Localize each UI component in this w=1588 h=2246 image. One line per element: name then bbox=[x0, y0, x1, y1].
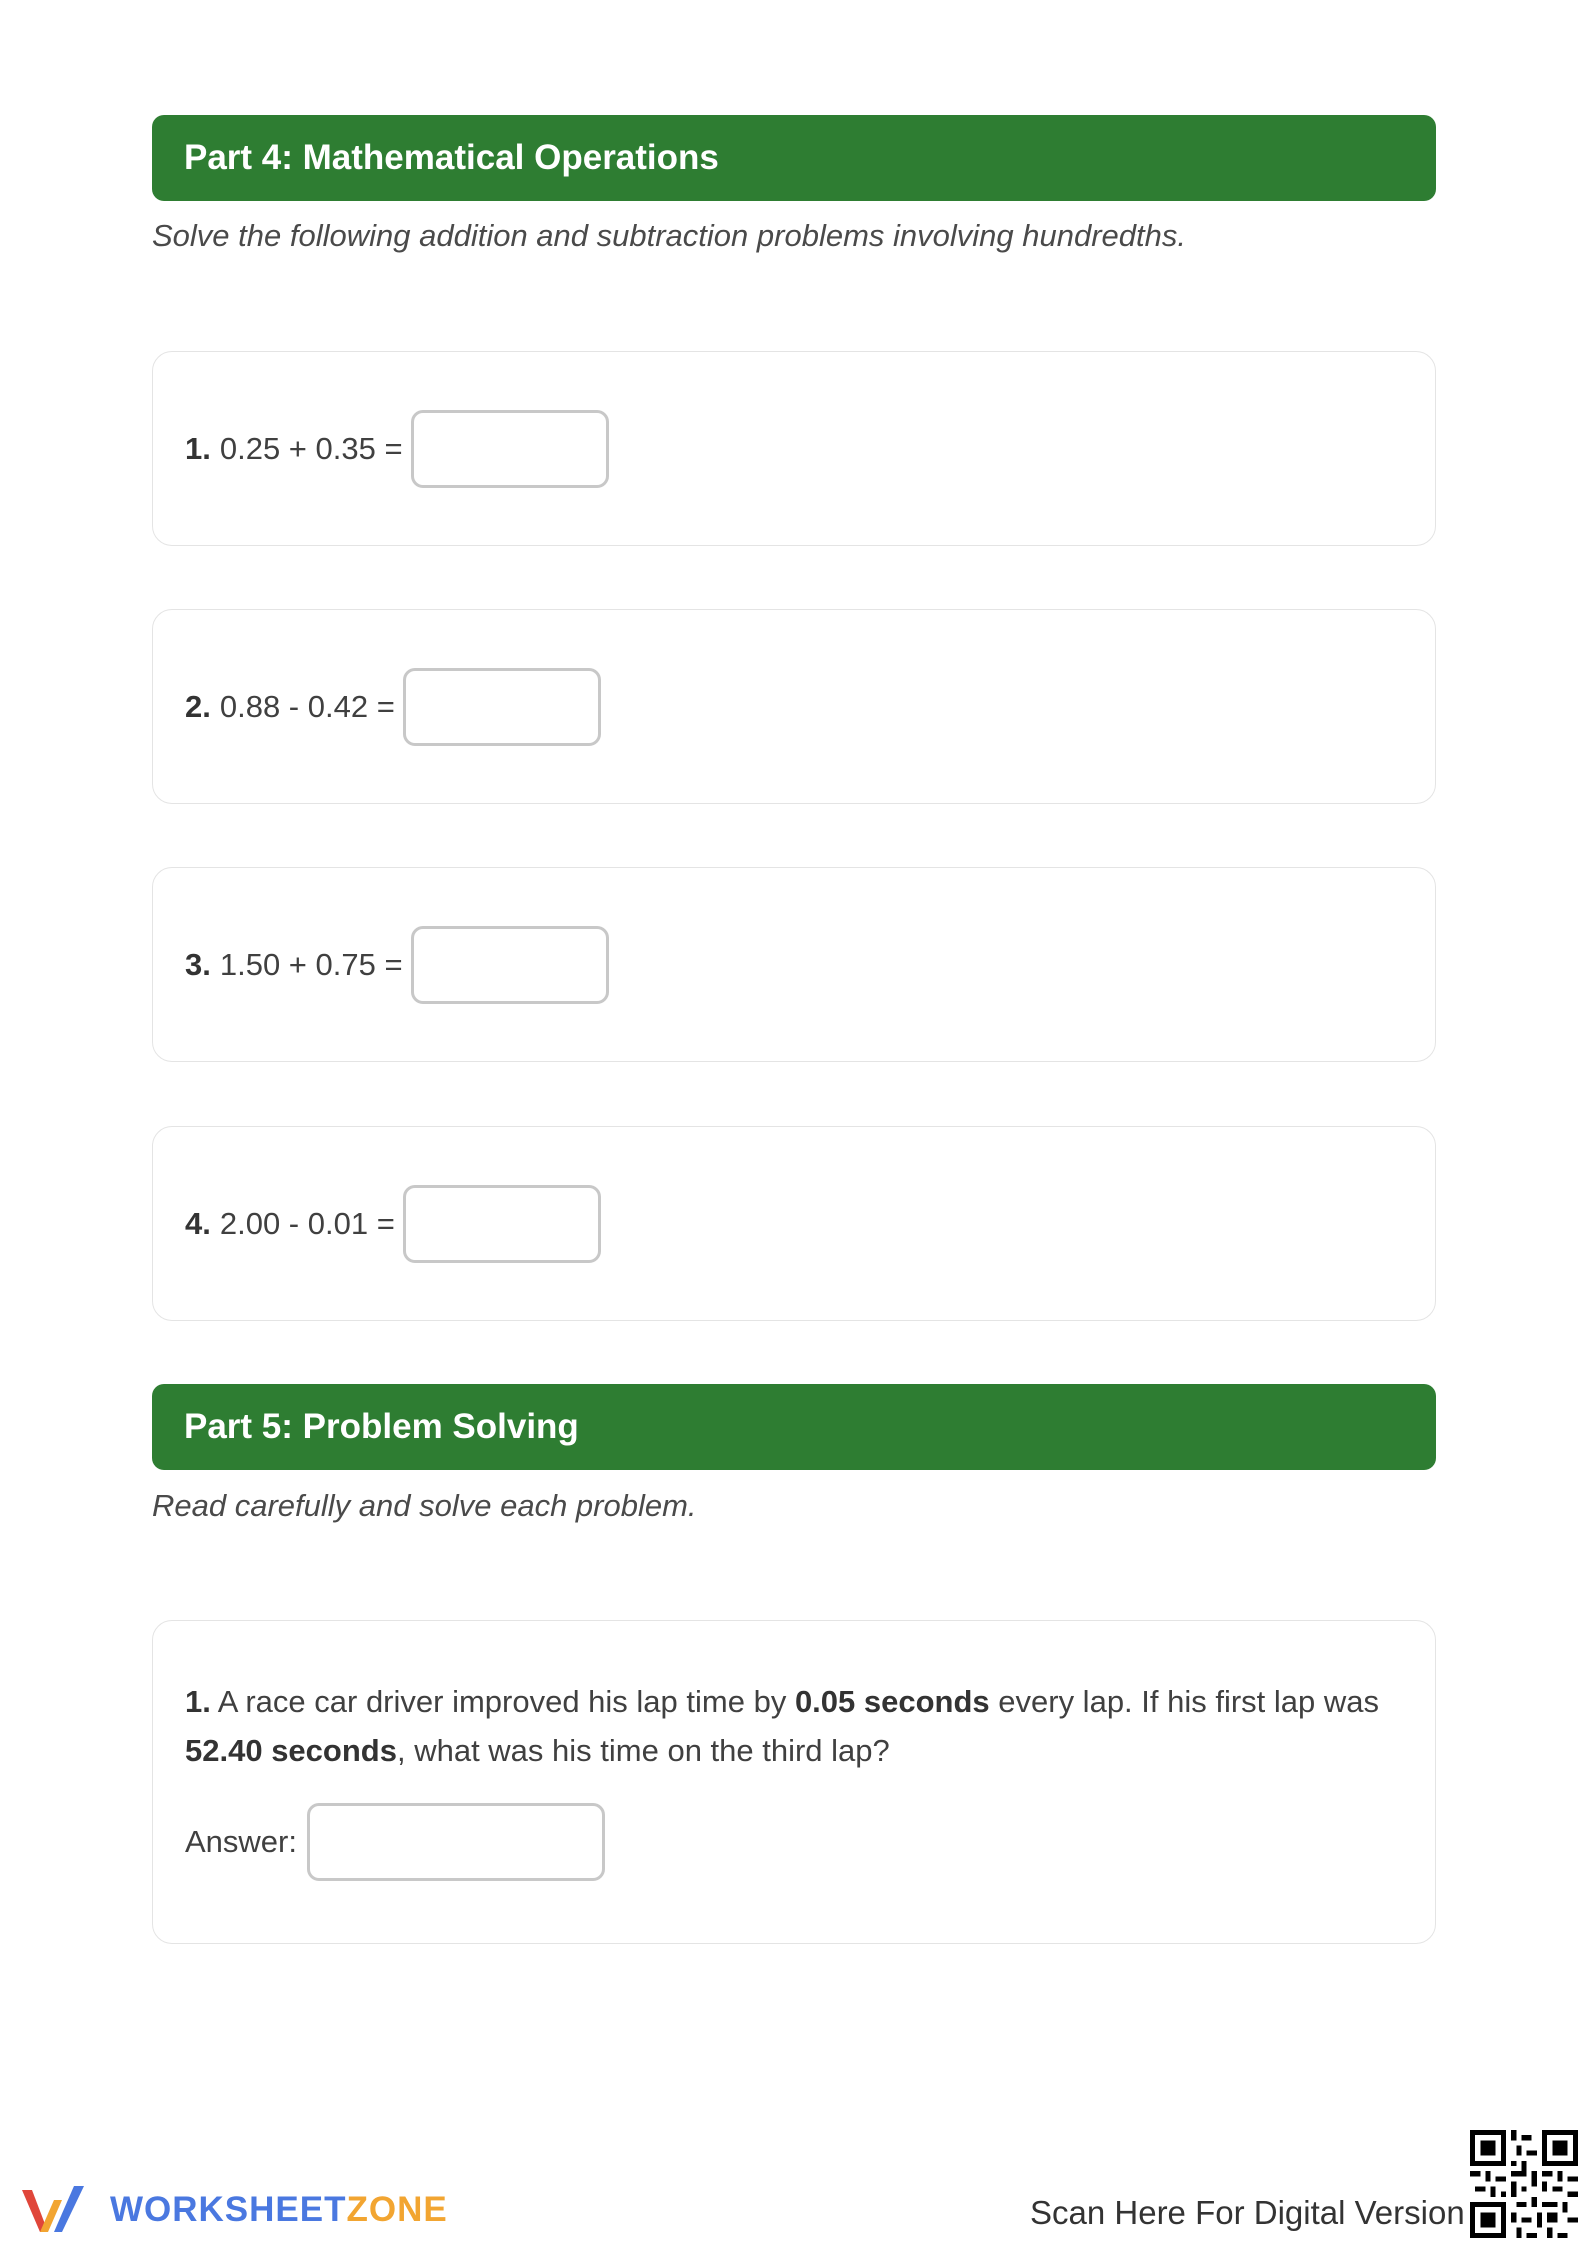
answer-input[interactable] bbox=[403, 668, 601, 746]
part4-description: Solve the following addition and subtraction problems involving hundredths. bbox=[152, 218, 1186, 253]
part5-title: Part 5: Problem Solving bbox=[184, 1407, 579, 1446]
problem-expression: 0.25 + 0.35 = bbox=[219, 431, 403, 466]
answer-input[interactable] bbox=[411, 926, 609, 1004]
problem-text: , what was his time on the third lap? bbox=[396, 1733, 890, 1768]
problem-expression: 1.50 + 0.75 = bbox=[219, 947, 403, 982]
problem-number: 2. bbox=[185, 689, 211, 724]
brand-word-1: WORKSHEET bbox=[110, 2190, 347, 2229]
part4-title: Part 4: Mathematical Operations bbox=[184, 138, 719, 177]
answer-input[interactable] bbox=[403, 1185, 601, 1263]
problem-number: 4. bbox=[185, 1206, 211, 1241]
problem-highlight: 0.05 seconds bbox=[794, 1684, 990, 1719]
answer-input[interactable] bbox=[411, 410, 609, 488]
problem-text: A race car driver improved his lap time by bbox=[217, 1684, 795, 1719]
scan-text: Scan Here For Digital Version bbox=[1030, 2194, 1465, 2231]
problem-card bbox=[152, 1126, 1436, 1321]
problem-expression: 2.00 - 0.01 = bbox=[219, 1206, 395, 1241]
word-problem-text bbox=[185, 1677, 1405, 1775]
problem-highlight: 52.40 seconds bbox=[185, 1733, 397, 1768]
worksheetzone-logo[interactable] bbox=[18, 2182, 448, 2238]
problem-number: 1. bbox=[185, 431, 211, 466]
part5-description: Read carefully and solve each problem. bbox=[152, 1488, 697, 1523]
part4-header bbox=[152, 115, 1436, 201]
part5-header bbox=[152, 1384, 1436, 1470]
problem-expression: 0.88 - 0.42 = bbox=[219, 689, 395, 724]
problem-card bbox=[152, 609, 1436, 804]
word-problem-card bbox=[152, 1620, 1436, 1944]
brand-word-2: ZONE bbox=[346, 2190, 448, 2229]
brand-name bbox=[110, 2190, 448, 2230]
qr-code-icon[interactable] bbox=[1470, 2130, 1578, 2238]
answer-label: Answer: bbox=[185, 1824, 297, 1859]
problem-number: 3. bbox=[185, 947, 211, 982]
problem-card bbox=[152, 867, 1436, 1062]
problem-card bbox=[152, 351, 1436, 546]
logo-w-icon bbox=[18, 2182, 98, 2238]
problem-number: 1. bbox=[185, 1684, 211, 1719]
problem-text: every lap. If his first lap was bbox=[989, 1684, 1380, 1719]
answer-input[interactable] bbox=[307, 1803, 605, 1881]
